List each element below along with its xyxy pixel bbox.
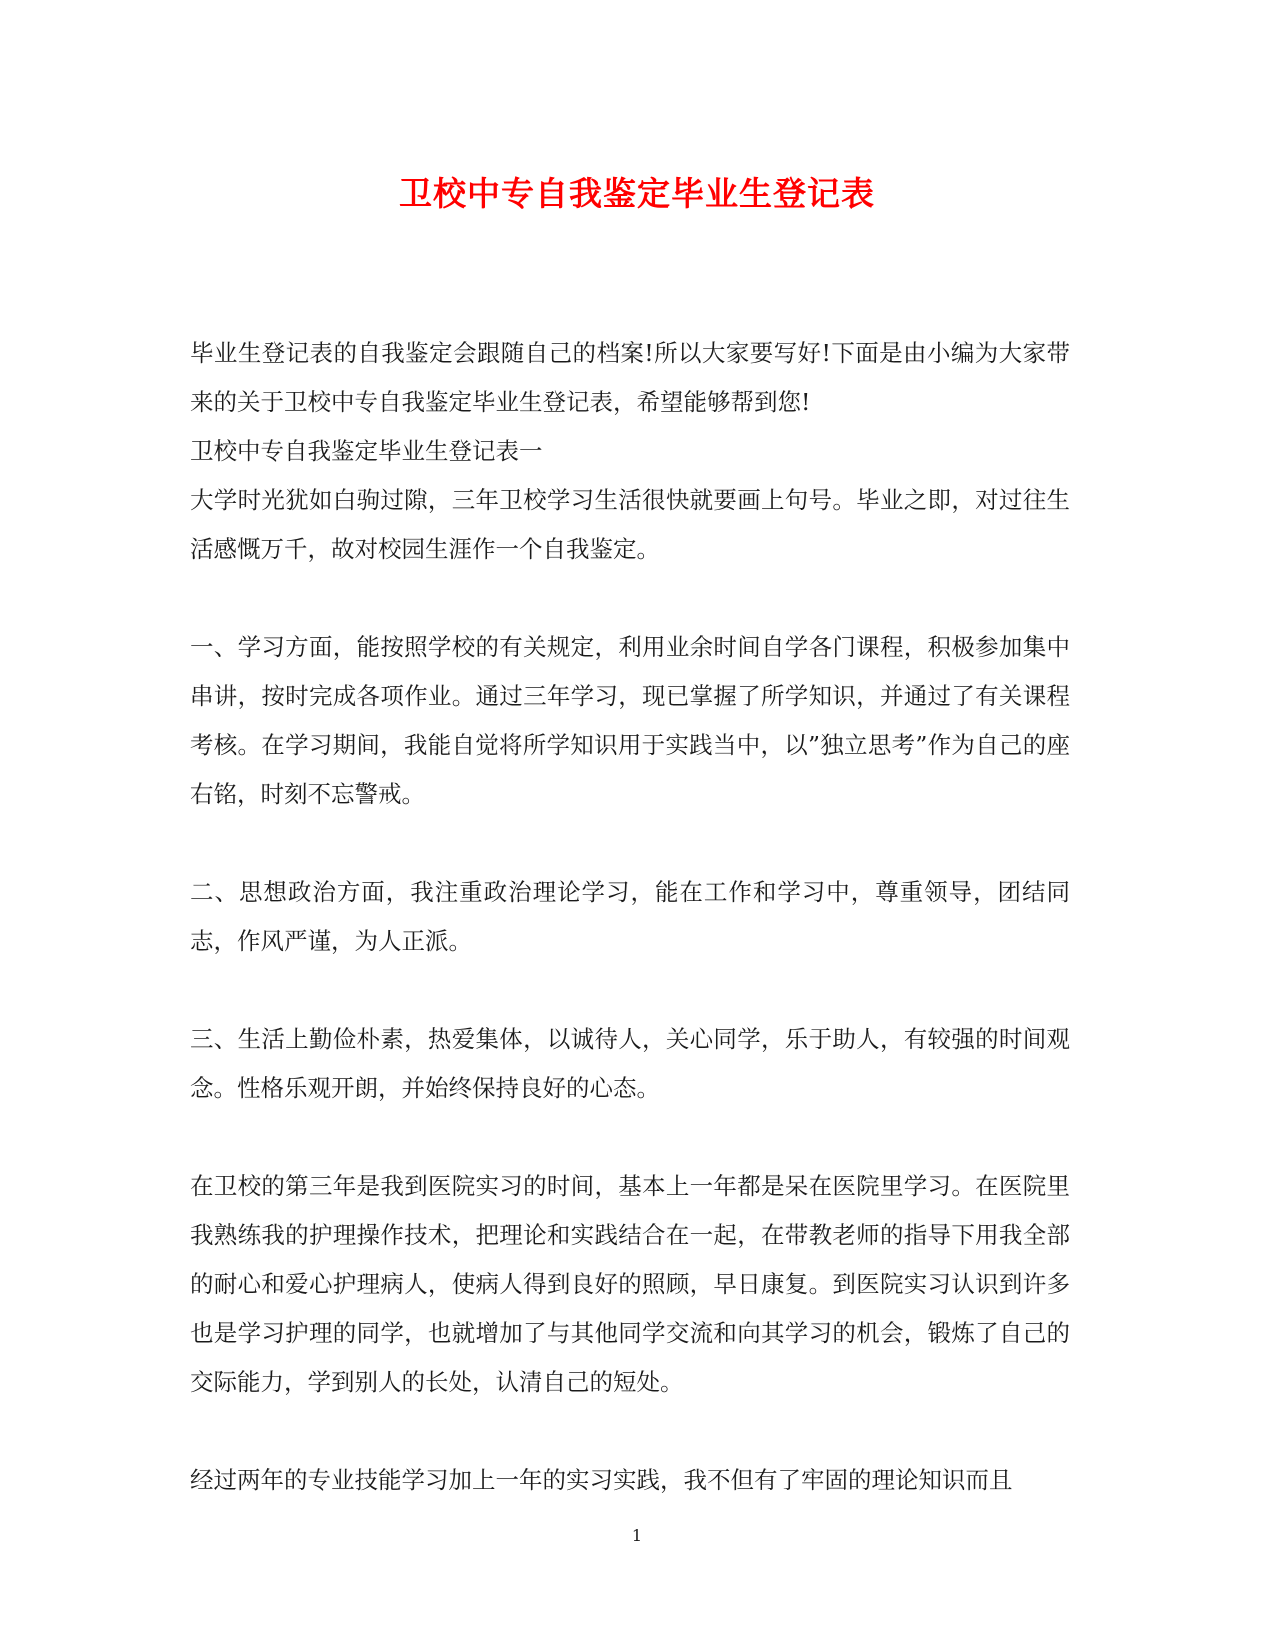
- study-paragraph: 一、学习方面，能按照学校的有关规定，利用业余时间自学各门课程，积极参加集中串讲，按时完成各项作业。通过三年学习，现已掌握了所学知识，并通过了有关课程考核。在学习期间，我能自觉将所学知识用于实践当中，以”独立思考”作为自己的座右铭，时刻不忘警戒。: [190, 633, 1070, 808]
- paragraph-spacer: [190, 819, 1070, 868]
- closing-paragraph: 经过两年的专业技能学习加上一年的实习实践，我不但有了牢固的理论知识而且: [190, 1466, 1013, 1494]
- internship-paragraph: 在卫校的第三年是我到医院实习的时间，基本上一年都是呆在医院里学习。在医院里我熟练我的护理操作技术，把理论和实践结合在一起，在带教老师的指导下用我全部的耐心和爱心护理病人，使病人得到良好的照顾，早日康复。到医院实习认识到许多也是学习护理的同学，也就增加了与其他同学交流和向其学习的机会，锻炼了自己的交际能力，学到别人的长处，认清自己的短处。: [190, 1172, 1070, 1396]
- paragraph-spacer: [190, 1407, 1070, 1456]
- paragraph-spacer: [190, 1113, 1070, 1162]
- section-heading: 卫校中专自我鉴定毕业生登记表一: [190, 437, 543, 465]
- document-title: 卫校中专自我鉴定毕业生登记表: [399, 174, 875, 213]
- life-paragraph: 三、生活上勤俭朴素，热爱集体，以诚待人，关心同学，乐于助人，有较强的时间观念。性格乐观开朗，并始终保持良好的心态。: [190, 1025, 1070, 1102]
- opening-paragraph: 大学时光犹如白驹过隙，三年卫校学习生活很快就要画上句号。毕业之即，对过往生活感慨万千，故对校园生涯作一个自我鉴定。: [190, 486, 1070, 563]
- paragraph-spacer: [190, 574, 1070, 623]
- politics-paragraph: 二、思想政治方面，我注重政治理论学习，能在工作和学习中，尊重领导，团结同志，作风严谨，为人正派。: [190, 878, 1070, 955]
- document-body: [190, 329, 1070, 1505]
- intro-paragraph: 毕业生登记表的自我鉴定会跟随自己的档案!所以大家要写好!下面是由小编为大家带来的关于卫校中专自我鉴定毕业生登记表，希望能够帮到您!: [190, 339, 1070, 416]
- page-number: 1: [631, 1526, 643, 1545]
- paragraph-spacer: [190, 966, 1070, 1015]
